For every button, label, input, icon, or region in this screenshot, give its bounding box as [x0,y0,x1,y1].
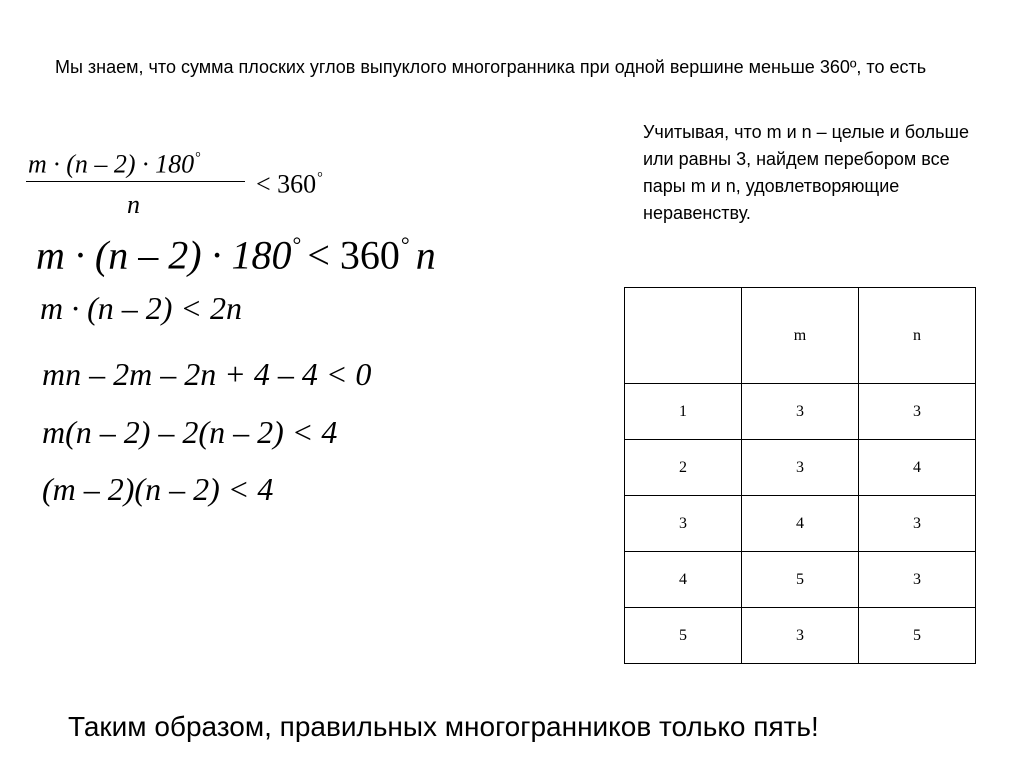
table-header-cell: m [742,288,859,384]
equation-1-denominator-text: n [127,190,140,219]
equation-1-denominator [127,190,140,220]
table-cell: 5 [625,608,742,664]
degree-symbol: ° [195,150,201,166]
degree-symbol: ° [317,170,323,186]
fraction-bar [26,181,245,182]
table-cell: 4 [625,552,742,608]
equation-1-rhs-text: < 360 [256,169,317,199]
equation-4-text: mn – 2m – 2n + 4 – 4 < 0 [42,356,372,392]
equation-2-rhs: n [415,232,436,278]
degree-symbol: ° [400,232,410,257]
table-cell: 3 [742,440,859,496]
equation-3 [40,289,242,327]
table-header-row [625,288,976,384]
table-cell: 3 [742,608,859,664]
equation-1-numerator-text: m · (n – 2) · 180 [28,149,195,179]
table-row [625,440,976,496]
equation-1-numerator [28,143,207,180]
table-cell: 2 [625,440,742,496]
table-cell: 3 [859,384,976,440]
equation-2 [36,222,436,279]
conclusion-text: Таким образом, правильных многогранников только пять! [68,711,819,742]
table-cell: 3 [859,496,976,552]
table-cell: 4 [742,496,859,552]
pairs-table [624,287,976,664]
equation-2-lhs: m · (n – 2) · 180 [36,232,292,278]
table-row [625,608,976,664]
table-cell: 5 [859,608,976,664]
degree-symbol: ° [292,232,302,257]
equation-2-mid: < 360 [307,232,400,278]
table-cell: 4 [859,440,976,496]
equation-1-rhs [256,163,329,200]
table-header-cell [625,288,742,384]
equation-5 [42,413,337,451]
equation-6 [42,470,273,508]
equation-4 [42,355,371,393]
equation-3-text: m · (n – 2) < 2n [40,290,243,326]
side-note: Учитывая, что m и n – целые и больше или равны 3, найдем перебором все пары m и n, удовлетворяющие неравенству. [643,122,969,223]
table-row [625,496,976,552]
table-row [625,384,976,440]
equation-5-text: m(n – 2) – 2(n – 2) < 4 [42,414,338,450]
equation-6-text: (m – 2)(n – 2) < 4 [42,471,274,507]
table-header-cell: n [859,288,976,384]
table-cell: 3 [859,552,976,608]
table-cell: 3 [625,496,742,552]
intro-text: Мы знаем, что сумма плоских углов выпуклого многогранника при одной вершине меньше 360º, то есть [55,57,927,77]
table-cell: 3 [742,384,859,440]
table-row [625,552,976,608]
table-cell: 1 [625,384,742,440]
table-cell: 5 [742,552,859,608]
